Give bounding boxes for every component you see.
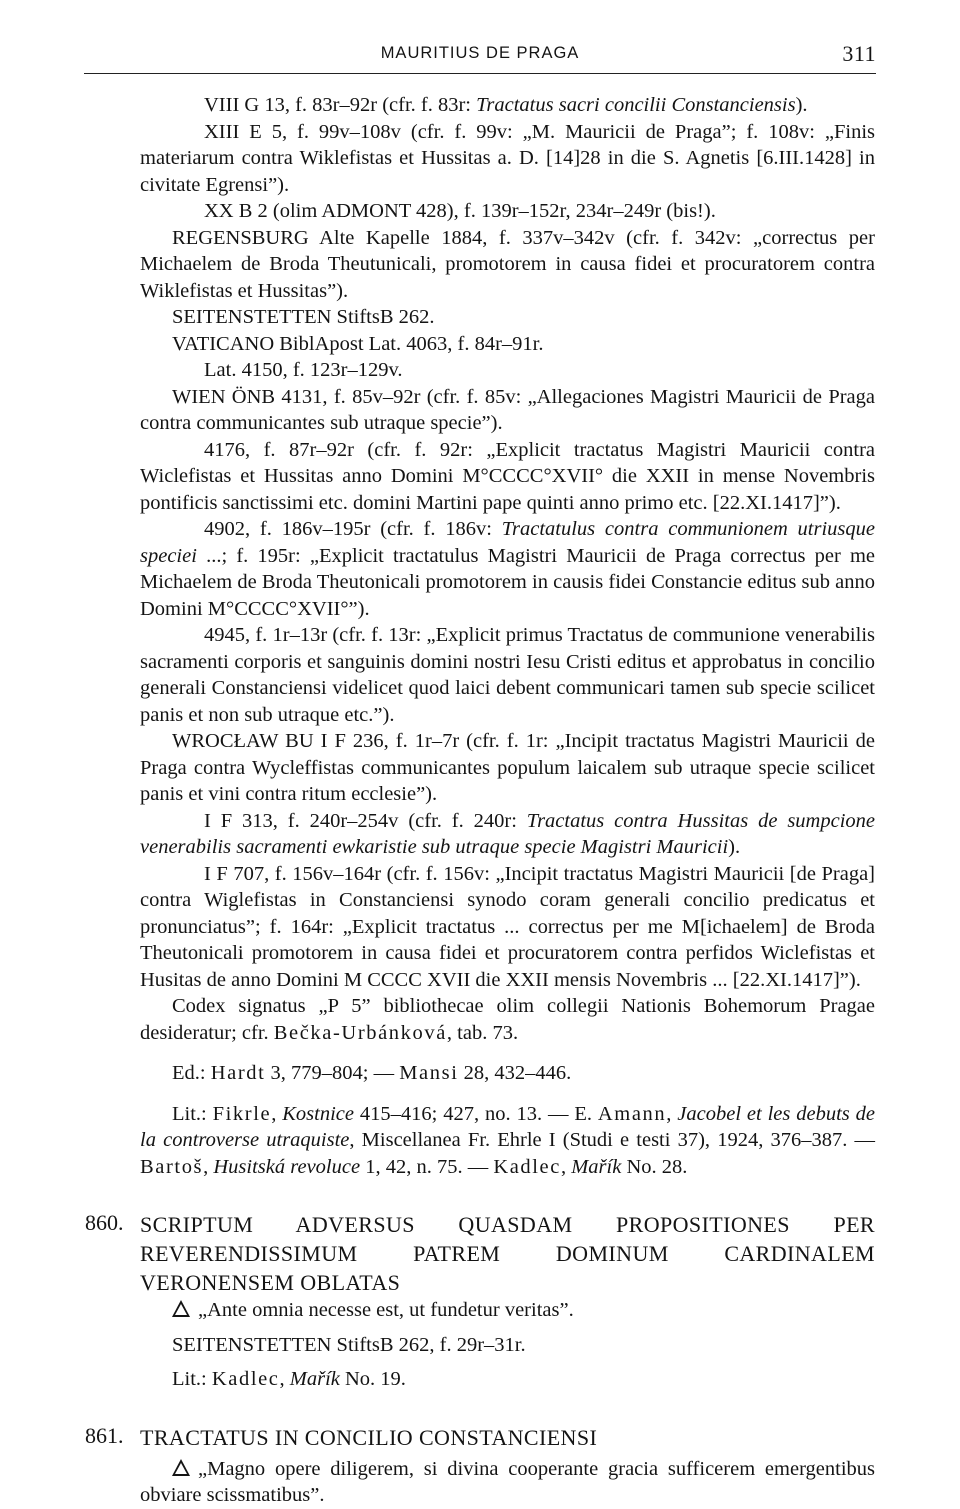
main-text [85, 92, 876, 1509]
ms-entry: WIEN ÖNB 4131, f. 85v–92r (cfr. f. 85v: „Allegaciones Magistri Mauricii de Praga contra communicantes sub utraque specie”). [140, 385, 875, 434]
ref-text: , [560, 1155, 572, 1178]
work-title: Jacobel et les debuts de la controverse utraquiste [140, 1102, 876, 1151]
entry-number: 860. [85, 1210, 124, 1235]
ms-entry [140, 92, 875, 119]
ref-text: No. 28. [621, 1155, 688, 1178]
author-name: Bartoš [140, 1155, 204, 1178]
ref-text: 415–416; 427, no. 13. — E. [353, 1102, 598, 1125]
entry-860 [85, 1210, 875, 1393]
entry-heading: SCRIPTUM ADVERSUS QUASDAM PROPOSITIONES PER REVERENDISSIMUM PATREM DOMINUM CARDINALEM VERONENSEM OBLATAS [140, 1212, 875, 1295]
ms-text: I F 313, f. 240r–254v (cfr. f. 240r: [204, 809, 527, 832]
ms-text: ...; f. 195r: „Explicit tractatulus Magistri Mauricii de Praga correctus per me Michaelem de Broda Theutonicali promotorem in causis fidei Constancie editus sub anno Domini M°CCCC°XVII°”). [140, 544, 875, 620]
ms-italic: Tractatulus contra communionem utriusque speciei [140, 518, 875, 567]
ms-entry: Lat. 4150, f. 123r–129v. [204, 359, 403, 381]
ms-entry: I F 707, f. 156v–164r (cfr. f. 156v: „Incipit tractatus Magistri Mauricii [de Praga] contra Wiglefistas in Constanciensi synodo coram generali concilio predicatus et pronunciatus”; f. 164r: „Explicit tractatus ... correctus per me M[ichaelem] de Broda Theutonicali promotorem in causa fidei et procuratorem contra perfidos Wiclefistas et Husitas de anno Domini M CCCC XVII die XXII mensis Novembris ... [22.XI.1417]”). [140, 862, 875, 991]
entry-number: 861. [85, 1422, 124, 1448]
ref-text: 1, 42, n. 75. — [360, 1155, 494, 1178]
ref-text: , [203, 1155, 214, 1178]
running-title: MAURITIUS DE PRAGA [380, 44, 580, 62]
ms-text: VIII G 13, f. 83r–92r (cfr. f. 83r: [204, 94, 477, 116]
ms-text: , tab. 73. [446, 1021, 519, 1044]
ms-entry: XX B 2 (olim ADMONT 428), f. 139r–152r, 234r–249r (bis!). [204, 200, 716, 222]
triangle-icon [172, 1300, 190, 1317]
ms-text: 4902, f. 186v–195r (cfr. f. 186v: [204, 518, 502, 540]
entry-heading: TRACTATUS IN CONCILIO CONSTANCIENSI [140, 1424, 598, 1450]
work-title: Mařík [289, 1368, 340, 1390]
spacer [140, 1087, 875, 1101]
author-name: Hardt [210, 1062, 266, 1084]
ms-entry: WROCŁAW BU I F 236, f. 1r–7r (cfr. f. 1r: „Incipit tractatus Magistri Mauricii de Praga contra Wycleffistas communicantes populum laicalem sub utraque specie scilicet panis et vini contra ritum ecclesie”). [140, 730, 875, 805]
header-rule [84, 73, 876, 74]
ref-text: No. 19. [339, 1368, 406, 1390]
spacer [140, 1180, 875, 1210]
ref-text: , [271, 1102, 283, 1125]
ms-entry: XIII E 5, f. 99v–108v (cfr. f. 99v: „M. Mauricii de Praga”; f. 108v: „Finis materiarum contra Wiklefistas et Hussitas a. D. [14]28 in die S. Agnetis [6.III.1428] in civitate Egrensi”). [140, 120, 875, 196]
editions [140, 1060, 875, 1087]
ms-entry [140, 516, 875, 622]
ms-entry: REGENSBURG Alte Kapelle 1884, f. 337v–342v (cfr. f. 342v: „correctus per Michaelem de Broda Theutunicali, promotorem in causa fidei et procuratorem contra Wiklefistas et Hussitas”). [140, 226, 875, 302]
ms-entry: 4176, f. 87r–92r (cfr. f. 92r: „Explicit tractatus Magistri Mauricii contra Wiclefistas et Hussitas anno Domini M°CCCC°XVII° die XXII in mense Novembris pontificis sanctissimi etc. domini Martini pape quinti anno primo etc. [22.XI.1417]”). [140, 438, 875, 514]
ms-entry: SEITENSTETTEN StiftsB 262, f. 29r–31r. [172, 1333, 526, 1356]
ms-text: ). [795, 94, 808, 116]
lit-label: Lit.: [172, 1368, 212, 1390]
ref-text: , Miscellanea Fr. Ehrle I (Studi e testi 37), 1924, 376–387. — [349, 1129, 875, 1151]
incipit [140, 1297, 875, 1324]
ms-entry [140, 808, 875, 861]
ref-text: 3, 779–804; — [265, 1062, 400, 1084]
work-title: Kostnice [282, 1102, 354, 1125]
author-name: Kadlec [493, 1155, 561, 1178]
incipit-text: „Magno opere diligerem, si divina cooperante gracia sufficerem emergentibus obviare scissmatibus”. [140, 1457, 875, 1506]
work-title: Mařík [571, 1155, 622, 1178]
ms-entry: SEITENSTETTEN StiftsB 262. [172, 306, 435, 328]
author-name: Amann [597, 1102, 667, 1125]
incipit-text: „Ante omnia necesse est, ut fundetur veritas”. [198, 1299, 574, 1321]
triangle-icon [172, 1459, 190, 1476]
running-header [84, 40, 876, 74]
author-name: Bečka-Urbánková [273, 1021, 447, 1044]
ms-entry: 4945, f. 1r–13r (cfr. f. 13r: „Explicit primus Tractatus de communione venerabilis sacramenti corporis et sanguinis domini nostri Iesu Cristi editus et approbatus in concilio generali Constanciensi videlicet quod laici debent communicari tamen sub specie scilicet panis et non sub utraque etc.”). [140, 624, 875, 726]
author-name: Mansi [399, 1062, 459, 1084]
spacer [140, 1046, 875, 1060]
ref-text: 28, 432–446. [458, 1062, 572, 1084]
author-name: Kadlec [211, 1368, 280, 1390]
literature [140, 1101, 875, 1181]
literature [140, 1366, 875, 1393]
lit-label: Lit.: [172, 1102, 213, 1125]
author-name: Fikrle [212, 1102, 272, 1125]
entry-861 [85, 1422, 875, 1509]
ref-text: , [279, 1368, 290, 1390]
ms-entry [140, 993, 875, 1046]
spacer [140, 1393, 875, 1423]
editions-label: Ed.: [172, 1062, 211, 1084]
ms-entry: VATICANO BiblApost Lat. 4063, f. 84r–91r. [172, 332, 544, 355]
incipit [140, 1456, 875, 1509]
ref-text: , [666, 1102, 678, 1125]
ms-text: Codex signatus „P 5” bibliothecae olim collegii Nationis Bohemorum Pragae desideratur; cfr. [140, 995, 875, 1044]
ms-italic: Tractatus contra Hussitas de sumpcione venerabilis sacramenti ewkaristie sub utraque specie Magistri Mauricii [140, 809, 875, 858]
ms-text: ). [728, 836, 741, 858]
work-title: Husitská revoluce [213, 1155, 361, 1178]
page-number: 311 [842, 41, 876, 66]
ms-italic: Tractatus sacri concilii Constanciensis [476, 94, 796, 116]
